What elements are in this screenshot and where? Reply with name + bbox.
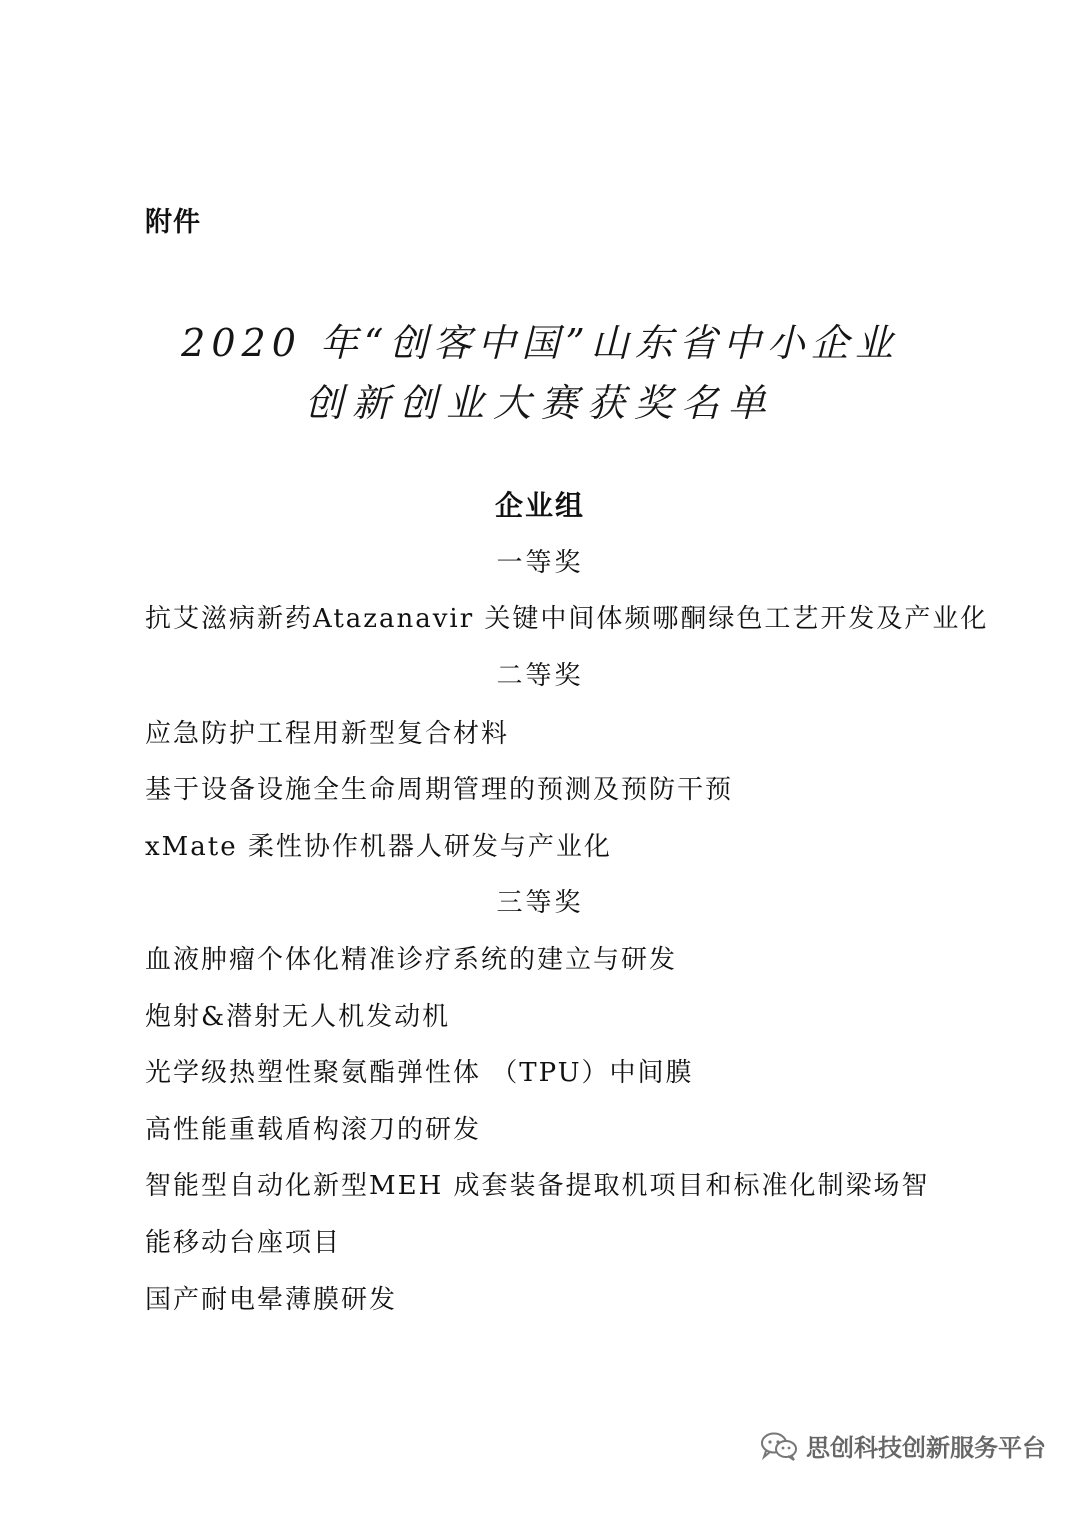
- award-entry: 抗艾滋病新药Atazanavir 关键中间体频哪酮绿色工艺开发及产业化: [145, 604, 989, 634]
- award-entry: 光学级热塑性聚氨酯弹性体 （TPU）中间膜: [145, 1058, 694, 1088]
- award-entry: 炮射&潜射无人机发动机: [145, 1002, 451, 1032]
- attachment-label: 附件: [145, 207, 201, 238]
- award-entry: 国产耐电晕薄膜研发: [145, 1285, 398, 1315]
- award-entry: 血液肿瘤个体化精准诊疗系统的建立与研发: [145, 945, 678, 975]
- award-entry: xMate 柔性协作机器人研发与产业化: [145, 832, 612, 862]
- award-entry: 智能型自动化新型MEH 成套装备提取机项目和标准化制梁场智: [145, 1171, 930, 1201]
- prize-heading-first: 一等奖: [496, 548, 584, 578]
- prize-heading-second: 二等奖: [496, 661, 584, 691]
- award-entry: 高性能重载盾构滚刀的研发: [145, 1115, 482, 1145]
- document-title-line-1: 2020 年“创客中国”山东省中小企业: [181, 321, 899, 365]
- award-entry: 能移动台座项目: [145, 1228, 342, 1258]
- group-title: 企业组: [494, 489, 585, 522]
- award-entry: 基于设备设施全生命周期管理的预测及预防干预: [145, 775, 734, 805]
- award-entry: 应急防护工程用新型复合材料: [145, 719, 510, 749]
- wechat-icon: [760, 1431, 798, 1461]
- watermark-text: 思创科技创新服务平台: [806, 1434, 1046, 1462]
- prize-heading-third: 三等奖: [496, 888, 584, 918]
- document-title-line-2: 创新创业大赛获奖名单: [304, 381, 775, 425]
- watermark: [760, 1428, 1046, 1463]
